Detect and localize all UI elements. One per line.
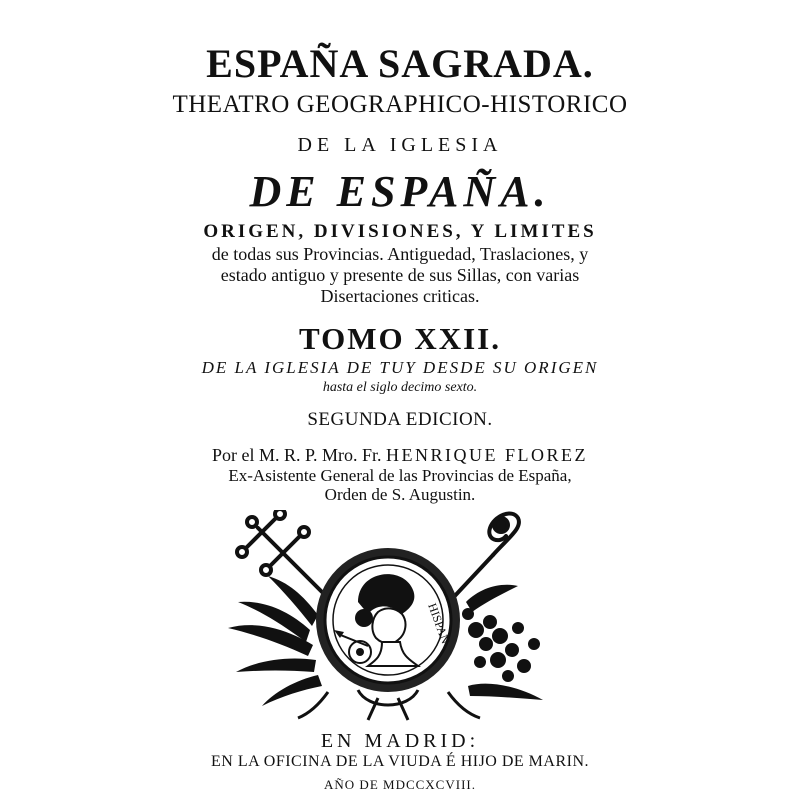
volume-subject-2: hasta el siglo decimo sexto. <box>322 380 478 395</box>
country-title: DE ESPAÑA. <box>249 167 551 216</box>
laurel-icon <box>228 576 322 706</box>
flowers-icon <box>462 585 543 700</box>
volume-subject: DE LA IGLESIA DE TUY DESDE SU ORIGEN <box>201 358 599 377</box>
of-the-church: DE LA IGLESIA <box>297 134 503 156</box>
author-order: Orden de S. Augustin. <box>324 485 476 504</box>
description-line-3: Disertaciones criticas. <box>320 286 480 306</box>
author-name: HENRIQUE FLOREZ <box>386 445 589 465</box>
description-line-2: estado antiguo y presente de sus Sillas, con varias <box>220 265 580 285</box>
medallion-inscription: HISPAN <box>425 601 453 646</box>
book-subtitle: THEATRO GEOGRAPHICO-HISTORICO <box>172 91 628 118</box>
imprint-place: EN MADRID: <box>320 730 480 752</box>
printers-vignette <box>218 510 558 725</box>
imprint-printer: EN LA OFICINA DE LA VIUDA É HIJO DE MARIN. <box>210 753 590 770</box>
edition: SEGUNDA EDICION. <box>307 409 493 430</box>
author-role: Ex-Asistente General de las Provincias de España, <box>228 466 572 485</box>
description-line-1: de todas sus Provincias. Antiguedad, Traslaciones, y <box>211 244 589 264</box>
medallion-portrait <box>316 548 460 692</box>
author-line <box>0 446 800 464</box>
book-title: ESPAÑA SAGRADA. <box>206 41 594 86</box>
imprint-year: AÑO DE MDCCXCVIII. <box>324 777 476 792</box>
ribbon-ornament <box>298 690 480 720</box>
origin-line: ORIGEN, DIVISIONES, Y LIMITES <box>203 221 597 242</box>
volume-number: TOMO XXII. <box>298 321 501 356</box>
author-prefix: Por el M. R. P. Mro. Fr. <box>211 445 382 465</box>
